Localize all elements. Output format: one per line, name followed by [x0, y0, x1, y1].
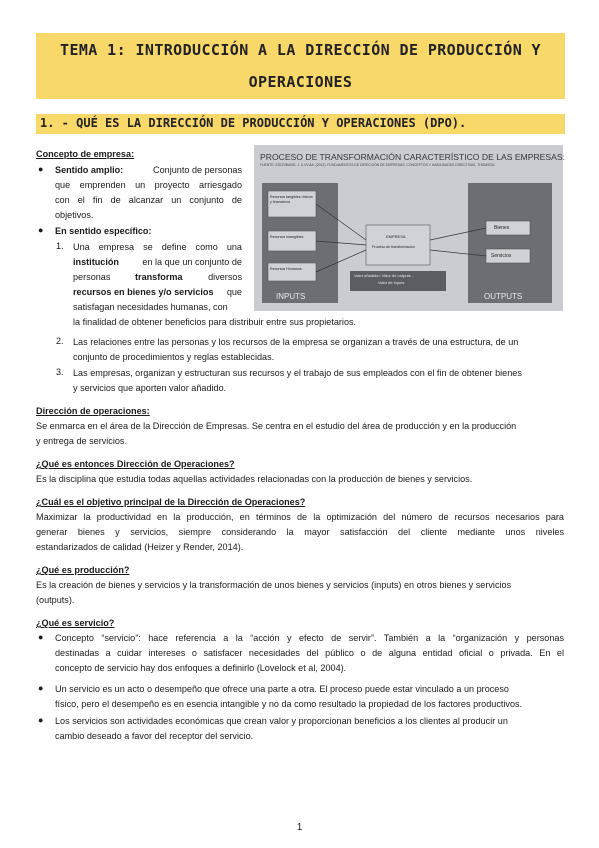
title-line-2: OPERACIONES: [248, 73, 353, 91]
sentido-amplio-line-2: que emprenden un proyecto arriesgado: [55, 180, 242, 190]
value-line-2: Valor de inputs: [378, 280, 405, 285]
objetivo-line-3: estandarizados de calidad (Heizer y Render, 2014).: [36, 542, 244, 552]
bullet-icon: ●: [38, 715, 44, 725]
process-diagram: [254, 145, 563, 311]
input-box-3: [268, 263, 316, 281]
item-1-number: 1.: [56, 241, 64, 251]
item-2-number: 2.: [56, 336, 64, 346]
que-es-line-1: Es la disciplina que estudia todas aquellas actividades relacionadas con la producción de bienes y servicios.: [36, 474, 473, 484]
item-1-line-6: la finalidad de obtener beneficios para distribuir entre sus propietarios.: [73, 317, 357, 327]
transformation-process-figure: [254, 145, 563, 311]
output-1-label: Bienes: [494, 225, 510, 231]
input-1-label: Recursos tangibles: físicos y financieros: [270, 195, 313, 204]
item-3-line-1: Las empresas, organizan y estructuran sus recursos y el trabajo de sus empleados con el fin de obtener bienes: [73, 368, 522, 378]
objetivo-heading: ¿Cuál es el objetivo principal de la Dirección de Operaciones?: [36, 497, 306, 507]
page-number: 1: [296, 822, 303, 833]
produccion-line-1: Es la creación de bienes y servicios y la transformación de unos bienes y servicios (inputs) en otros bienes y servicios: [36, 580, 512, 590]
center-title: EMPRESA: [386, 234, 406, 239]
section-heading: 1. - QUÉ ES LA DIRECCIÓN DE PRODUCCIÓN Y OPERACIONES (DPO).: [40, 116, 467, 130]
item-1-line-1: Una empresa se define como una: [73, 242, 242, 252]
item-1-line-4: recursos en bienes y/o servicios que: [73, 287, 242, 297]
inputs-label: INPUTS: [276, 292, 306, 301]
figure-subtitle: FUENTE: ESCRIBANO, J. & VV.AA. (2012). FUNDAMENTOS DE DIRECCIÓN DE EMPRESAS: CONCEPTOS Y HABILIDADES DIRECTIVAS. THOMSON.: [260, 163, 496, 167]
sentido-especifico-label: En sentido específico:: [55, 226, 152, 236]
servicio-bullet-3-line-1: Los servicios son actividades económicas que crean valor y proporcionan beneficios a los clientes al producir un: [55, 716, 508, 726]
input-3-label: Recursos Humanos: [270, 267, 302, 271]
title-line-1: TEMA 1: INTRODUCCIÓN A LA DIRECCIÓN DE PRODUCCIÓN Y: [60, 41, 541, 59]
title-band: [36, 33, 565, 99]
direccion-line-1: Se enmarca en el área de la Dirección de Empresas. Se centra en el estudio del área de producción y en la producción: [36, 421, 517, 431]
section-heading-band: [36, 114, 565, 134]
servicio-bullet-3-line-2: cambio deseado a favor del receptor del servicio.: [55, 731, 254, 741]
direccion-heading: Dirección de operaciones:: [36, 406, 150, 416]
bullet-icon: ●: [38, 164, 44, 174]
produccion-line-2: (outputs).: [36, 595, 75, 605]
servicio-bullet-1-line-2: destinadas a cuidar intereses o satisfacer necesidades del público o de alguna entidad oficial o privada. En el: [55, 648, 564, 658]
objetivo-line-2: generar bienes y servicios, siempre considerando la mayor satisfacción del cliente mediante unos niveles: [36, 527, 564, 537]
servicio-bullet-1-line-1: Concepto “servicio”: hace referencia a la “acción y efecto de servir”. También a la “organización y personas: [55, 633, 564, 643]
outputs-panel: [468, 183, 552, 303]
item-3-number: 3.: [56, 367, 64, 377]
direccion-line-2: y entrega de servicios.: [36, 436, 127, 446]
bullet-icon: ●: [38, 225, 44, 235]
bullet-icon: ●: [38, 683, 44, 693]
concepto-heading: Concepto de empresa:: [36, 149, 135, 159]
que-es-heading: ¿Qué es entonces Dirección de Operaciones?: [36, 459, 235, 469]
servicio-bullet-1-line-3: concepto de servicio hay dos enfoques a definirlo (Lovelock et al, 2004).: [55, 663, 347, 673]
value-line-1: Valor añadido= Valor de outputs -: [354, 273, 414, 278]
sentido-amplio-line-4: objetivos.: [55, 210, 94, 220]
servicio-bullet-2-line-2: físico, pero el desempeño es en esencia intangible y no da como resultado la propiedad de los factores productivos.: [55, 699, 523, 709]
bullet-icon: ●: [38, 632, 44, 642]
item-3-line-2: y servicios que aporten valor añadido.: [73, 383, 227, 393]
item-1-line-2: institución en la que un conjunto de: [73, 257, 242, 267]
servicio-heading: ¿Qué es servicio?: [36, 618, 115, 628]
figure-title: PROCESO DE TRANSFORMACIÓN CARACTERÍSTICO DE LAS EMPRESAS:: [260, 152, 565, 162]
item-2-line-1: Las relaciones entre las personas y los recursos de la empresa se organizan a través de una estructura, de un: [73, 337, 519, 347]
item-1-line-3: personas transforma diversos: [73, 272, 242, 282]
sentido-amplio-line-3: con el fin de alcanzar un conjunto de: [55, 195, 242, 205]
item-2-line-2: conjunto de procedimientos y reglas establecidas.: [73, 352, 275, 362]
input-box-2: [268, 231, 316, 251]
input-2-label: Recursos intangibles: [270, 235, 304, 239]
item-1-line-5: satisfagan necesidades humanas, con: [73, 302, 228, 312]
sentido-amplio-line-1: Sentido amplio: Conjunto de personas: [55, 165, 242, 175]
produccion-heading: ¿Qué es producción?: [36, 565, 130, 575]
servicio-bullet-2-line-1: Un servicio es un acto o desempeño que ofrece una parte a otra. El proceso puede estar vinculado a un proceso: [55, 684, 509, 694]
output-2-label: Servicios: [491, 253, 512, 259]
center-subtitle: Proceso de transformación: [372, 245, 415, 249]
objetivo-line-1: Maximizar la productividad en la producción, en términos de la optimización del número de recursos necesarios para: [36, 512, 564, 522]
outputs-label: OUTPUTS: [484, 292, 523, 301]
